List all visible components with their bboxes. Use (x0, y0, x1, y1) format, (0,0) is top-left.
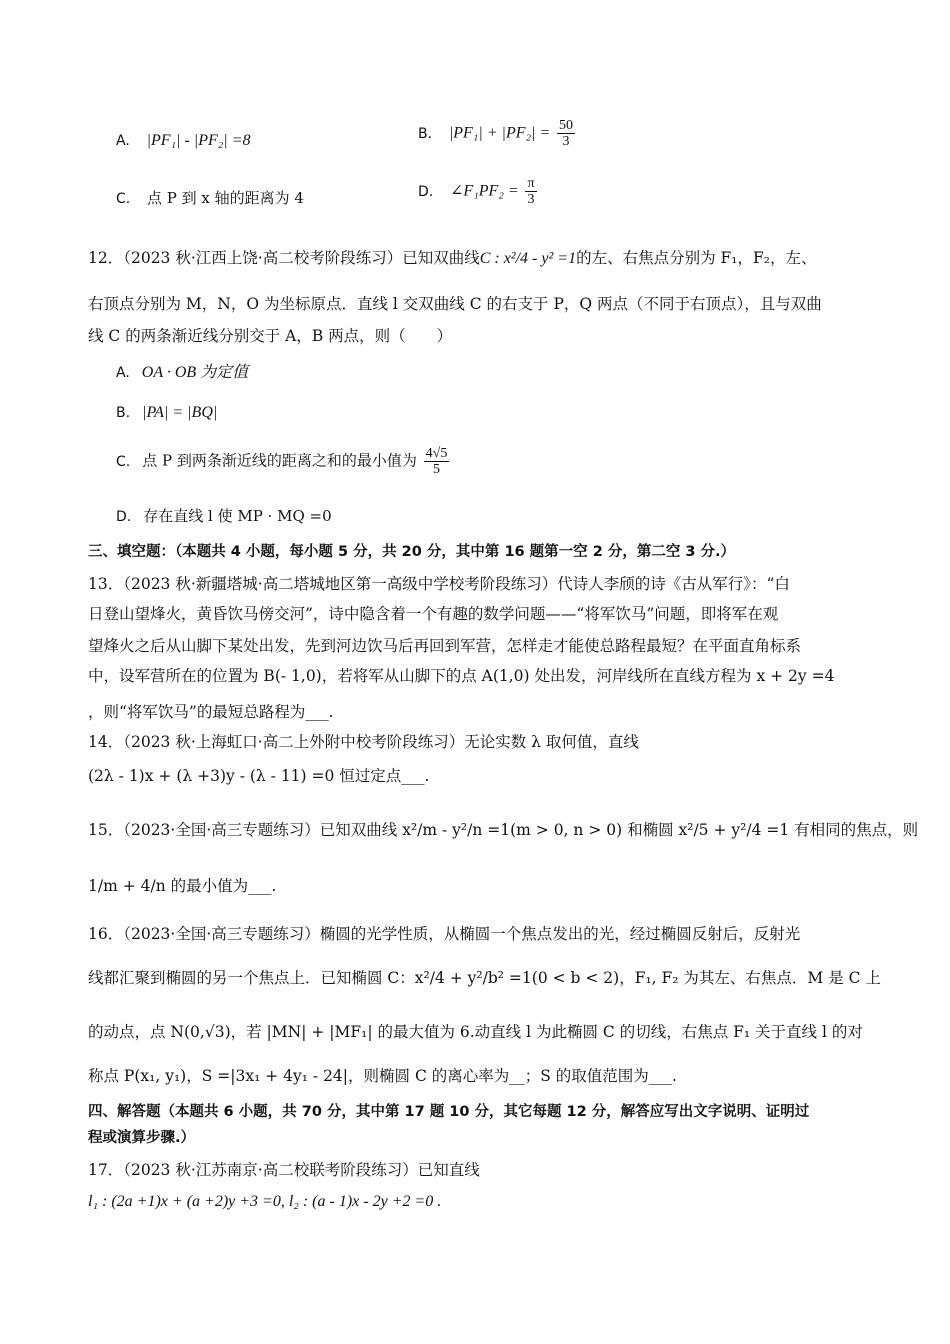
option-label: D. (418, 183, 434, 200)
q13-line-3: 望烽火之后从山脚下某处出发，先到河边饮马后再回到军营，怎样走才能使总路程最短？在平面直角标系 (88, 637, 802, 655)
q12-stem-line-3: 线 C 的两条渐近线分别交于 A，B 两点，则（ ） (88, 327, 453, 345)
q16-line-2: 线都汇聚到椭圆的另一个焦点上．已知椭圆 C：x²/4 + y²/b² =1(0 < b < 2)，F₁, F₂ 为其左、右焦点．M 是 C 上 (88, 969, 881, 987)
q17-line-2: l₁ : (2a +1)x + (a +2)y +3 =0, l₂ : (a - 1)x - 2y +2 =0 . (88, 1193, 442, 1210)
q12-option-d: D. 存在直线 l 使 MP · MQ =0 (116, 507, 332, 525)
option-math: |PF₁| + |PF₂| = (448, 124, 551, 142)
option-text: 点 P 到 x 轴的距离为 4 (147, 189, 304, 207)
fraction: $\frac{\pi}{3}$ (527, 176, 535, 207)
q13-line-1: 13．（2023 秋·新疆塔城·高二塔城地区第一高级中学校考阶段练习）代诗人李颀的诗《古从军行》：“白 (88, 575, 790, 593)
q12-option-b: B. |PA| = |BQ| (116, 404, 218, 421)
q11-option-a (116, 128, 251, 153)
q14-line-2: (2λ - 1)x + (λ +3)y - (λ - 11) =0 恒过定点___. (88, 767, 430, 785)
section-heading-3: 三、填空题：（本题共 4 小题，每小题 5 分，共 20 分，其中第 16 题第一空 2 分，第二空 3 分.） (88, 544, 736, 560)
option-label: C. (116, 191, 131, 207)
q11-option-c (116, 186, 304, 211)
q12-option-a: A. OA · OB 为定值 (116, 364, 249, 381)
q12-stem-line-1: 12．（2023 秋·江西上饶·高二校考阶段练习）已知双曲线C : x²/4 - y² =1的左、右焦点分别为 F₁，F₂，左、 (88, 249, 817, 267)
q12-stem-line-2: 右顶点分别为 M，N，O 为坐标原点．直线 l 交双曲线 C 的右支于 P，Q 两点（不同于右顶点），且与双曲 (88, 295, 822, 313)
section-heading-4: 四、解答题（本题共 6 小题，共 70 分，其中第 17 题 10 分，其它每题 12 分，解答应写出文字说明、证明过 (88, 1104, 810, 1120)
q15-line-2: 1/m + 4/n 的最小值为___. (88, 877, 277, 895)
q12-option-c: C. 点 P 到两条渐近线的距离之和的最小值为 $\frac{4√5}{5}$ (116, 446, 448, 477)
option-math: |PF₁| - |PF₂| =8 (146, 132, 251, 149)
fraction: $\frac{4√5}{5}$ (425, 446, 448, 477)
q13-line-5: ，则“将军饮马”的最短总路程为___. (88, 703, 334, 721)
q11-option-b (418, 118, 577, 149)
q16-line-1: 16．（2023·全国·高三专题练习）椭圆的光学性质，从椭圆一个焦点发出的光，经过椭圆反射后，反射光 (88, 925, 801, 943)
q16-line-3: 的动点，点 N(0,√3)，若 |MN| + |MF₁| 的最大值为 6.动直线 l 为此椭圆 C 的切线，右焦点 F₁ 关于直线 l 的对 (88, 1023, 863, 1041)
q11-option-d (418, 176, 539, 207)
q14-line-1: 14．（2023 秋·上海虹口·高二上外附中校考阶段练习）无论实数 λ 取何值，直线 (88, 733, 639, 751)
q13-line-4: 中，设军营所在的位置为 B(- 1,0)，若将军从山脚下的点 A(1,0) 处出发，河岸线所在直线方程为 x + 2y =4 (88, 667, 835, 685)
section-heading-4-cont: 程或演算步骤.） (88, 1130, 196, 1146)
option-math: ∠F₁PF₂ = (450, 182, 519, 200)
fraction: $\frac{50}{3}$ (559, 118, 574, 149)
option-label: B. (418, 125, 433, 142)
q13-line-2: 日登山望烽火，黄昏饮马傍交河”，诗中隐含着一个有趣的数学问题——“将军饮马”问题，即将军在观 (88, 605, 779, 623)
option-label: A. (116, 133, 130, 149)
q17-line-1: 17．（2023 秋·江苏南京·高二校联考阶段练习）已知直线 (88, 1161, 480, 1179)
q15-line-1: 15．（2023·全国·高三专题练习）已知双曲线 x²/m - y²/n =1(m > 0, n > 0) 和椭圆 x²/5 + y²/4 =1 有相同的焦点，则 (88, 821, 919, 839)
q16-line-4: 称点 P(x₁, y₁)，S =|3x₁ + 4y₁ - 24|，则椭圆 C 的离心率为__；S 的取值范围为___. (88, 1067, 677, 1085)
